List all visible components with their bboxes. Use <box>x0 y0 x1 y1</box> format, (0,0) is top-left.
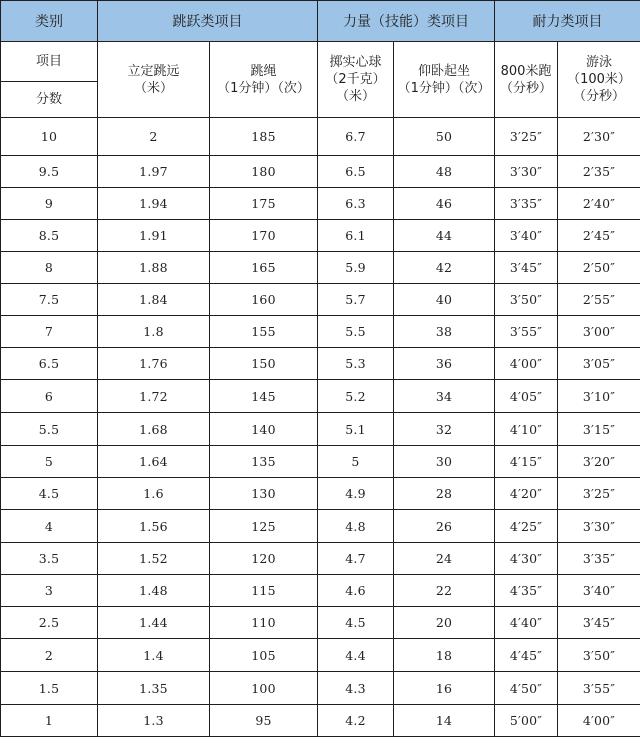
cell-score: 9.5 <box>1 156 98 188</box>
cell-run800: 4′25″ <box>495 510 558 543</box>
table-row <box>1 348 640 380</box>
score-label: 分数 <box>1 82 98 118</box>
cell-rope: 175 <box>210 188 318 220</box>
col-run800-name: 800米跑 <box>500 63 552 79</box>
table-row <box>1 118 640 156</box>
cell-rope: 100 <box>210 672 318 705</box>
cell-swim: 3′30″ <box>558 510 640 543</box>
cell-swim: 3′00″ <box>558 316 640 348</box>
table-row <box>1 156 640 188</box>
cell-standing-jump: 1.64 <box>98 446 210 478</box>
col-swim-name: 游泳 <box>585 55 612 70</box>
table-row <box>1 446 640 478</box>
subheader-row <box>1 42 640 82</box>
cell-run800: 4′00″ <box>495 348 558 380</box>
cell-ball: 6.3 <box>318 188 394 220</box>
cell-run800: 4′50″ <box>495 672 558 705</box>
cell-ball: 5.1 <box>318 413 394 446</box>
cell-ball: 4.9 <box>318 478 394 510</box>
cell-standing-jump: 1.44 <box>98 607 210 639</box>
header-row <box>1 1 640 42</box>
col-standing-jump-unit: （米） <box>133 80 173 96</box>
col-situp <box>394 42 495 118</box>
cell-score: 6.5 <box>1 348 98 380</box>
cell-score: 4.5 <box>1 478 98 510</box>
cell-rope: 140 <box>210 413 318 446</box>
cell-swim: 2′45″ <box>558 220 640 252</box>
col-standing-jump-name: 立定跳远 <box>127 63 180 79</box>
cell-ball: 4.5 <box>318 607 394 639</box>
cell-rope: 115 <box>210 575 318 607</box>
cell-standing-jump: 1.91 <box>98 220 210 252</box>
cell-ball: 4.4 <box>318 639 394 672</box>
table-row <box>1 413 640 446</box>
cell-score: 2.5 <box>1 607 98 639</box>
cell-swim: 3′20″ <box>558 446 640 478</box>
cell-score: 1.5 <box>1 672 98 705</box>
table-row <box>1 705 640 737</box>
cell-rope: 145 <box>210 380 318 413</box>
cell-standing-jump: 1.88 <box>98 252 210 284</box>
cell-rope: 185 <box>210 118 318 156</box>
cell-rope: 180 <box>210 156 318 188</box>
cell-swim: 3′25″ <box>558 478 640 510</box>
cell-rope: 110 <box>210 607 318 639</box>
cell-situp: 50 <box>394 118 495 156</box>
cell-swim: 3′35″ <box>558 543 640 575</box>
table-row <box>1 284 640 316</box>
table-row <box>1 575 640 607</box>
table-row <box>1 380 640 413</box>
cell-standing-jump: 1.56 <box>98 510 210 543</box>
cell-score: 2 <box>1 639 98 672</box>
cell-run800: 3′30″ <box>495 156 558 188</box>
table-row <box>1 543 640 575</box>
cell-run800: 4′10″ <box>495 413 558 446</box>
cell-score: 6 <box>1 380 98 413</box>
cell-situp: 38 <box>394 316 495 348</box>
cell-standing-jump: 1.8 <box>98 316 210 348</box>
cell-ball: 5.5 <box>318 316 394 348</box>
cell-situp: 18 <box>394 639 495 672</box>
cell-rope: 120 <box>210 543 318 575</box>
cell-ball: 4.7 <box>318 543 394 575</box>
cell-swim: 2′30″ <box>558 118 640 156</box>
header-strength: 力量（技能）类项目 <box>318 1 495 42</box>
cell-swim: 4′00″ <box>558 705 640 737</box>
cell-situp: 20 <box>394 607 495 639</box>
cell-rope: 125 <box>210 510 318 543</box>
cell-situp: 42 <box>394 252 495 284</box>
table-row <box>1 510 640 543</box>
cell-standing-jump: 1.48 <box>98 575 210 607</box>
cell-standing-jump: 1.84 <box>98 284 210 316</box>
cell-ball: 5.3 <box>318 348 394 380</box>
col-situp-name: 仰卧起坐 <box>417 63 470 79</box>
cell-swim: 3′10″ <box>558 380 640 413</box>
col-standing-jump <box>98 42 210 118</box>
cell-run800: 3′45″ <box>495 252 558 284</box>
cell-ball: 4.8 <box>318 510 394 543</box>
cell-score: 3.5 <box>1 543 98 575</box>
cell-run800: 4′40″ <box>495 607 558 639</box>
cell-run800: 3′25″ <box>495 118 558 156</box>
cell-situp: 44 <box>394 220 495 252</box>
cell-run800: 3′55″ <box>495 316 558 348</box>
cell-rope: 155 <box>210 316 318 348</box>
col-ball <box>318 42 394 118</box>
cell-rope: 135 <box>210 446 318 478</box>
cell-ball: 5.7 <box>318 284 394 316</box>
cell-rope: 95 <box>210 705 318 737</box>
cell-rope: 160 <box>210 284 318 316</box>
cell-swim: 2′50″ <box>558 252 640 284</box>
cell-score: 9 <box>1 188 98 220</box>
cell-score: 8 <box>1 252 98 284</box>
cell-situp: 22 <box>394 575 495 607</box>
cell-score: 7.5 <box>1 284 98 316</box>
cell-run800: 3′40″ <box>495 220 558 252</box>
cell-run800: 4′20″ <box>495 478 558 510</box>
cell-score: 4 <box>1 510 98 543</box>
table-row <box>1 252 640 284</box>
cell-situp: 32 <box>394 413 495 446</box>
cell-score: 3 <box>1 575 98 607</box>
cell-situp: 46 <box>394 188 495 220</box>
table-row <box>1 672 640 705</box>
cell-situp: 26 <box>394 510 495 543</box>
cell-ball: 5.9 <box>318 252 394 284</box>
cell-situp: 24 <box>394 543 495 575</box>
cell-situp: 30 <box>394 446 495 478</box>
cell-situp: 48 <box>394 156 495 188</box>
cell-standing-jump: 1.3 <box>98 705 210 737</box>
cell-standing-jump: 1.94 <box>98 188 210 220</box>
cell-situp: 34 <box>394 380 495 413</box>
col-swim-distance: （100米） <box>567 72 631 87</box>
col-rope-name: 跳绳 <box>250 63 277 79</box>
cell-swim: 3′45″ <box>558 607 640 639</box>
col-swim-unit: （分秒） <box>572 89 625 104</box>
cell-run800: 4′15″ <box>495 446 558 478</box>
cell-score: 10 <box>1 118 98 156</box>
cell-standing-jump: 1.4 <box>98 639 210 672</box>
cell-ball: 5 <box>318 446 394 478</box>
cell-run800: 4′35″ <box>495 575 558 607</box>
cell-swim: 3′05″ <box>558 348 640 380</box>
cell-situp: 16 <box>394 672 495 705</box>
cell-run800: 4′45″ <box>495 639 558 672</box>
cell-swim: 3′40″ <box>558 575 640 607</box>
cell-ball: 6.7 <box>318 118 394 156</box>
cell-run800: 5′00″ <box>495 705 558 737</box>
cell-swim: 3′15″ <box>558 413 640 446</box>
cell-run800: 3′35″ <box>495 188 558 220</box>
col-rope-unit: （1分钟）（次） <box>217 80 310 96</box>
cell-ball: 6.5 <box>318 156 394 188</box>
cell-swim: 2′55″ <box>558 284 640 316</box>
table-row <box>1 316 640 348</box>
cell-score: 1 <box>1 705 98 737</box>
cell-situp: 28 <box>394 478 495 510</box>
cell-swim: 3′55″ <box>558 672 640 705</box>
cell-standing-jump: 1.52 <box>98 543 210 575</box>
cell-rope: 130 <box>210 478 318 510</box>
col-ball-unit: （米） <box>335 89 375 104</box>
item-label: 项目 <box>1 42 98 82</box>
cell-standing-jump: 1.72 <box>98 380 210 413</box>
cell-ball: 4.3 <box>318 672 394 705</box>
table-row <box>1 639 640 672</box>
cell-run800: 3′50″ <box>495 284 558 316</box>
table-row <box>1 478 640 510</box>
cell-score: 8.5 <box>1 220 98 252</box>
table-row <box>1 607 640 639</box>
col-situp-unit: （1分钟）（次） <box>397 80 491 96</box>
cell-standing-jump: 1.76 <box>98 348 210 380</box>
col-run800-unit: （分秒） <box>499 80 552 96</box>
cell-run800: 4′30″ <box>495 543 558 575</box>
cell-ball: 6.1 <box>318 220 394 252</box>
cell-rope: 150 <box>210 348 318 380</box>
header-category: 类别 <box>1 1 98 42</box>
cell-swim: 2′40″ <box>558 188 640 220</box>
cell-rope: 165 <box>210 252 318 284</box>
cell-standing-jump: 1.97 <box>98 156 210 188</box>
col-swim <box>558 42 640 118</box>
cell-score: 7 <box>1 316 98 348</box>
cell-rope: 170 <box>210 220 318 252</box>
header-jump: 跳跃类项目 <box>98 1 318 42</box>
cell-standing-jump: 1.6 <box>98 478 210 510</box>
header-endurance: 耐力类项目 <box>495 1 640 42</box>
cell-rope: 105 <box>210 639 318 672</box>
col-ball-name: 掷实心球 <box>329 55 382 70</box>
cell-ball: 4.6 <box>318 575 394 607</box>
col-rope <box>210 42 318 118</box>
cell-ball: 4.2 <box>318 705 394 737</box>
cell-standing-jump: 1.68 <box>98 413 210 446</box>
cell-situp: 14 <box>394 705 495 737</box>
cell-score: 5 <box>1 446 98 478</box>
col-run800 <box>495 42 558 118</box>
cell-run800: 4′05″ <box>495 380 558 413</box>
cell-swim: 2′35″ <box>558 156 640 188</box>
cell-standing-jump: 2 <box>98 118 210 156</box>
table-row <box>1 188 640 220</box>
cell-ball: 5.2 <box>318 380 394 413</box>
cell-swim: 3′50″ <box>558 639 640 672</box>
table-row <box>1 220 640 252</box>
cell-situp: 40 <box>394 284 495 316</box>
cell-score: 5.5 <box>1 413 98 446</box>
col-ball-weight: （2千克） <box>325 72 386 87</box>
cell-situp: 36 <box>394 348 495 380</box>
cell-standing-jump: 1.35 <box>98 672 210 705</box>
